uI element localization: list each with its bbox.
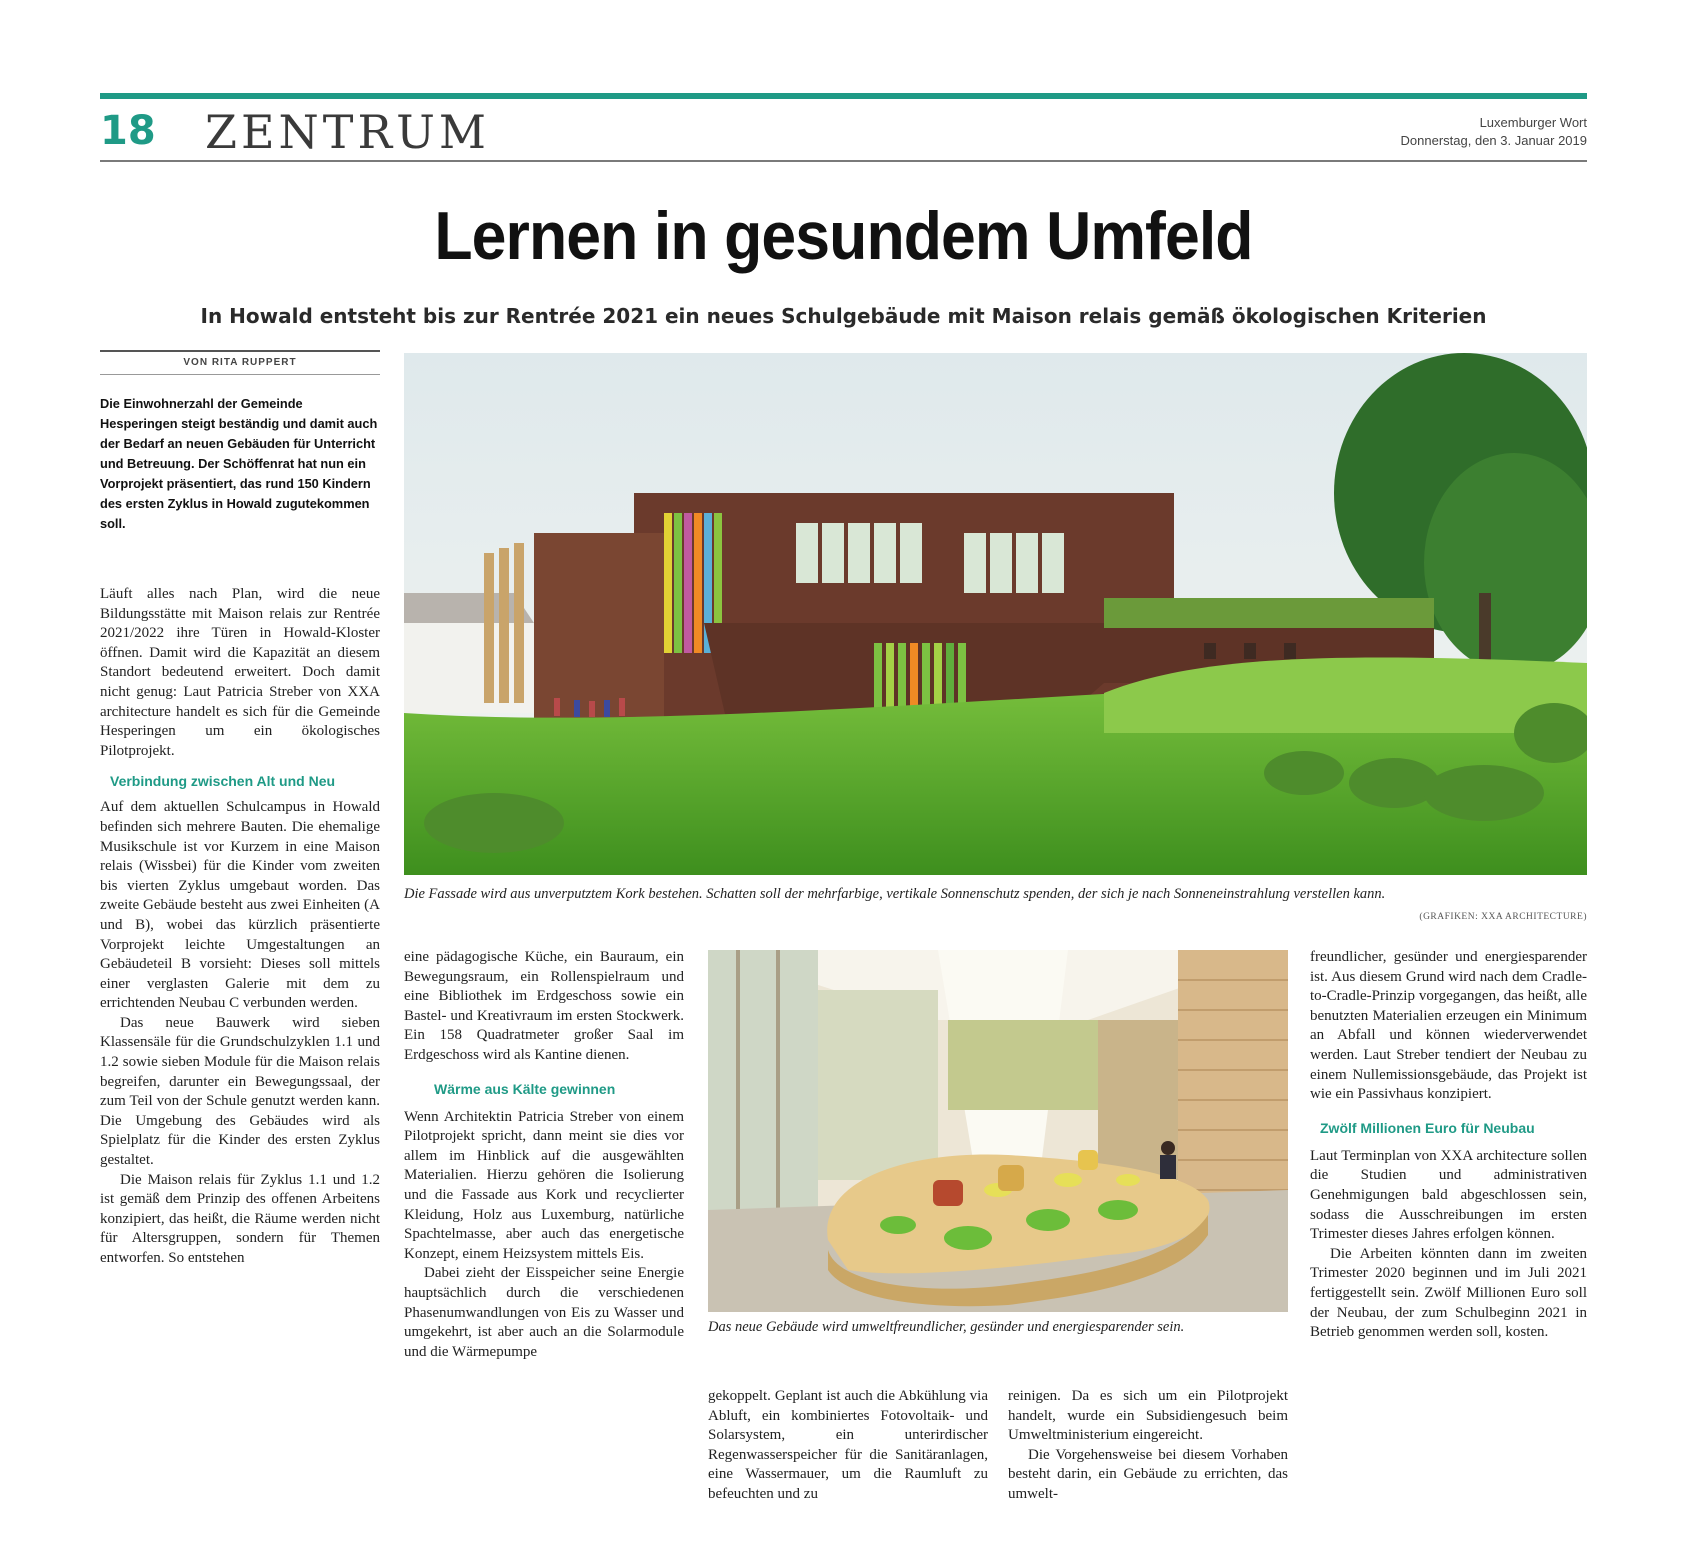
- column-5: [1310, 948, 1587, 1343]
- paragraph: Die Arbeiten könnten dann im zweiten Trimester 2020 beginnen und im Juli 2021 fertiggestellt sein. Zwölf Millionen Euro soll der Neubau, der zum Schulbeginn 2021 in Betrieb genommen werden soll, kosten.: [1310, 1245, 1587, 1341]
- section-title: ZENTRUM: [205, 105, 490, 159]
- header-rule: [100, 160, 1587, 162]
- lead-paragraph: Die Einwohnerzahl der Gemeinde Hesperingen steigt beständig und damit auch der Bedarf an neuen Gebäuden für Unterricht und Betreuung. Der Schöffenrat hat nun ein Vorprojekt präsentiert, das rund 150 Kindern des ersten Zyklus in Howald zugutekommen soll.: [100, 396, 378, 531]
- paragraph: Wenn Architektin Patricia Streber von einem Pilotprojekt spricht, dann meint sie dies vor allem im Hinblick auf die ausgewählten Materialien. Hierzu gehören die Isolierung und die Fassade aus Kork und recyclierter Kleidung, Holz aus Luxemburg, natürliche Spachtelmasse, aber auch das energetische Konzept, einem Heizsystem mittels Eis.: [404, 1108, 684, 1262]
- column-3: [708, 1387, 988, 1505]
- byline: VON RITA RUPPERT: [100, 350, 380, 375]
- paragraph: Die Maison relais für Zyklus 1.1 und 1.2 ist gemäß dem Prinzip des offenen Arbeitens konzipiert, das heißt, die Räume werden nicht für Altersgruppen, sondern für Themen entworfen. So entstehen: [100, 1171, 380, 1266]
- subheadline: In Howald entsteht bis zur Rentrée 2021 ein neues Schulgebäude mit Maison relais gemäß ökologischen Kriterien: [200, 304, 1487, 328]
- masthead: [1401, 114, 1587, 150]
- main-image-caption: Die Fassade wird aus unverputztem Kork bestehen. Schatten soll der mehrfarbige, vertikale Sonnenschutz spenden, der sich je nach Sonneneinstrahlung verstellen kann.: [404, 886, 1386, 902]
- interior-rendering-image: [708, 950, 1288, 1312]
- issue-date: Donnerstag, den 3. Januar 2019: [1400, 133, 1587, 148]
- image-credit: (GRAFIKEN: XXA ARCHITECTURE): [1419, 912, 1587, 922]
- page-number: 18: [100, 108, 156, 154]
- paragraph: Dabei zieht der Eisspeicher seine Energie hauptsächlich durch die verschiedenen Phasenumwandlungen von Eis zu Wasser und umgekehrt, ist aber auch an die Solarmodule und die Wärmepumpe: [404, 1265, 684, 1360]
- paragraph: Die Vorgehensweise bei diesem Vorhaben besteht darin, ein Gebäude zu errichten, das umwelt-: [1008, 1446, 1288, 1502]
- paragraph: Laut Terminplan von XXA architecture sollen die Studien und administrativen Genehmigungen bald abgeschlossen sein, sodass die Ausschreibungen im ersten Trimester dieses Jahres erfolgen können.: [1310, 1147, 1587, 1243]
- top-rule: [100, 93, 1587, 99]
- subheading: Verbindung zwischen Alt und Neu: [110, 773, 336, 790]
- paragraph: Das neue Bauwerk wird sieben Klassensäle für die Grundschulzyklen 1.1 und 1.2 sowie sieben Module für die Maison relais begreifen, darunter ein Bewegungssaal, der zum Teil von der Schule genutzt werden kann. Die Umgebung des Gebäudes wird als Spielplatz für die Kinder des ersten Zyklus gestaltet.: [100, 1014, 380, 1169]
- headline: Lernen in gesundem Umfeld: [434, 198, 1253, 274]
- column-1: [100, 585, 380, 1269]
- interior-image-caption: Das neue Gebäude wird umweltfreundlicher, gesünder und energiesparender sein.: [708, 1319, 1185, 1335]
- paragraph: freundlicher, gesünder und energiesparender ist. Aus diesem Grund wird nach dem Cradle-to-Cradle-Prinzip vorgegangen, das heißt, alle benutzten Materialien erzeugen ein Minimum an Abfall und können wiederverwendet werden. Laut Streber tendiert der Neubau zu einem Nullemissionsgebäude, das Projekt ist wie ein Passivhaus konzipiert.: [1310, 949, 1587, 1103]
- publication-name: Luxemburger Wort: [1479, 115, 1587, 130]
- paragraph: Auf dem aktuellen Schulcampus in Howald befinden sich mehrere Bauten. Die ehemalige Musikschule ist vor Kurzem in eine Maison relais (Wissbei) für die Kinder vom zweiten bis vierten Zyklus umgebaut worden. Das zweite Gebäude besteht aus zwei Einheiten (A und B), wobei das kürzlich präsentierte Vorprojekt leichte Umgestaltungen an Gebäudeteil B vorsieht: Dieses soll mittels einer verglasten Galerie mit dem zu errichtenden Neubau C verbunden werden.: [100, 799, 380, 1012]
- paragraph: eine pädagogische Küche, ein Bauraum, ein Bewegungsraum, ein Rollenspielraum und eine Bibliothek im Erdgeschoss sowie ein Bastel- und Kreativraum im ersten Stockwerk. Ein 158 Quadratmeter großer Saal im Erdgeschoss wird als Kantine dienen.: [404, 949, 684, 1063]
- paragraph: Läuft alles nach Plan, wird die neue Bildungsstätte mit Maison relais zur Rentrée 2021/2022 ihre Türen in Howald-Kloster öffnen. Damit wird die Kapazität an diesem Standort bedeutend erweitert. Doch damit nicht genug: Laut Patricia Streber von XXA architecture handelt es sich für die Gemeinde Hesperingen um ein ökologisches Pilotprojekt.: [100, 586, 380, 759]
- subheading: Wärme aus Kälte gewinnen: [434, 1080, 616, 1097]
- column-4: [1008, 1387, 1288, 1505]
- subheading: Zwölf Millionen Euro für Neubau: [1320, 1119, 1535, 1136]
- building-rendering-image: [404, 353, 1587, 875]
- column-2: [404, 948, 684, 1362]
- paragraph: reinigen. Da es sich um ein Pilotprojekt handelt, wurde ein Subsidiengesuch beim Umweltministerium eingereicht.: [1008, 1388, 1288, 1444]
- paragraph: gekoppelt. Geplant ist auch die Abkühlung via Abluft, ein kombiniertes Fotovoltaik- und Solarsystem, ein unterirdischer Regenwasserspeicher für die Sanitäranlagen, eine Wassermauer, um die Raumluft zu befeuchten und zu: [708, 1388, 988, 1502]
